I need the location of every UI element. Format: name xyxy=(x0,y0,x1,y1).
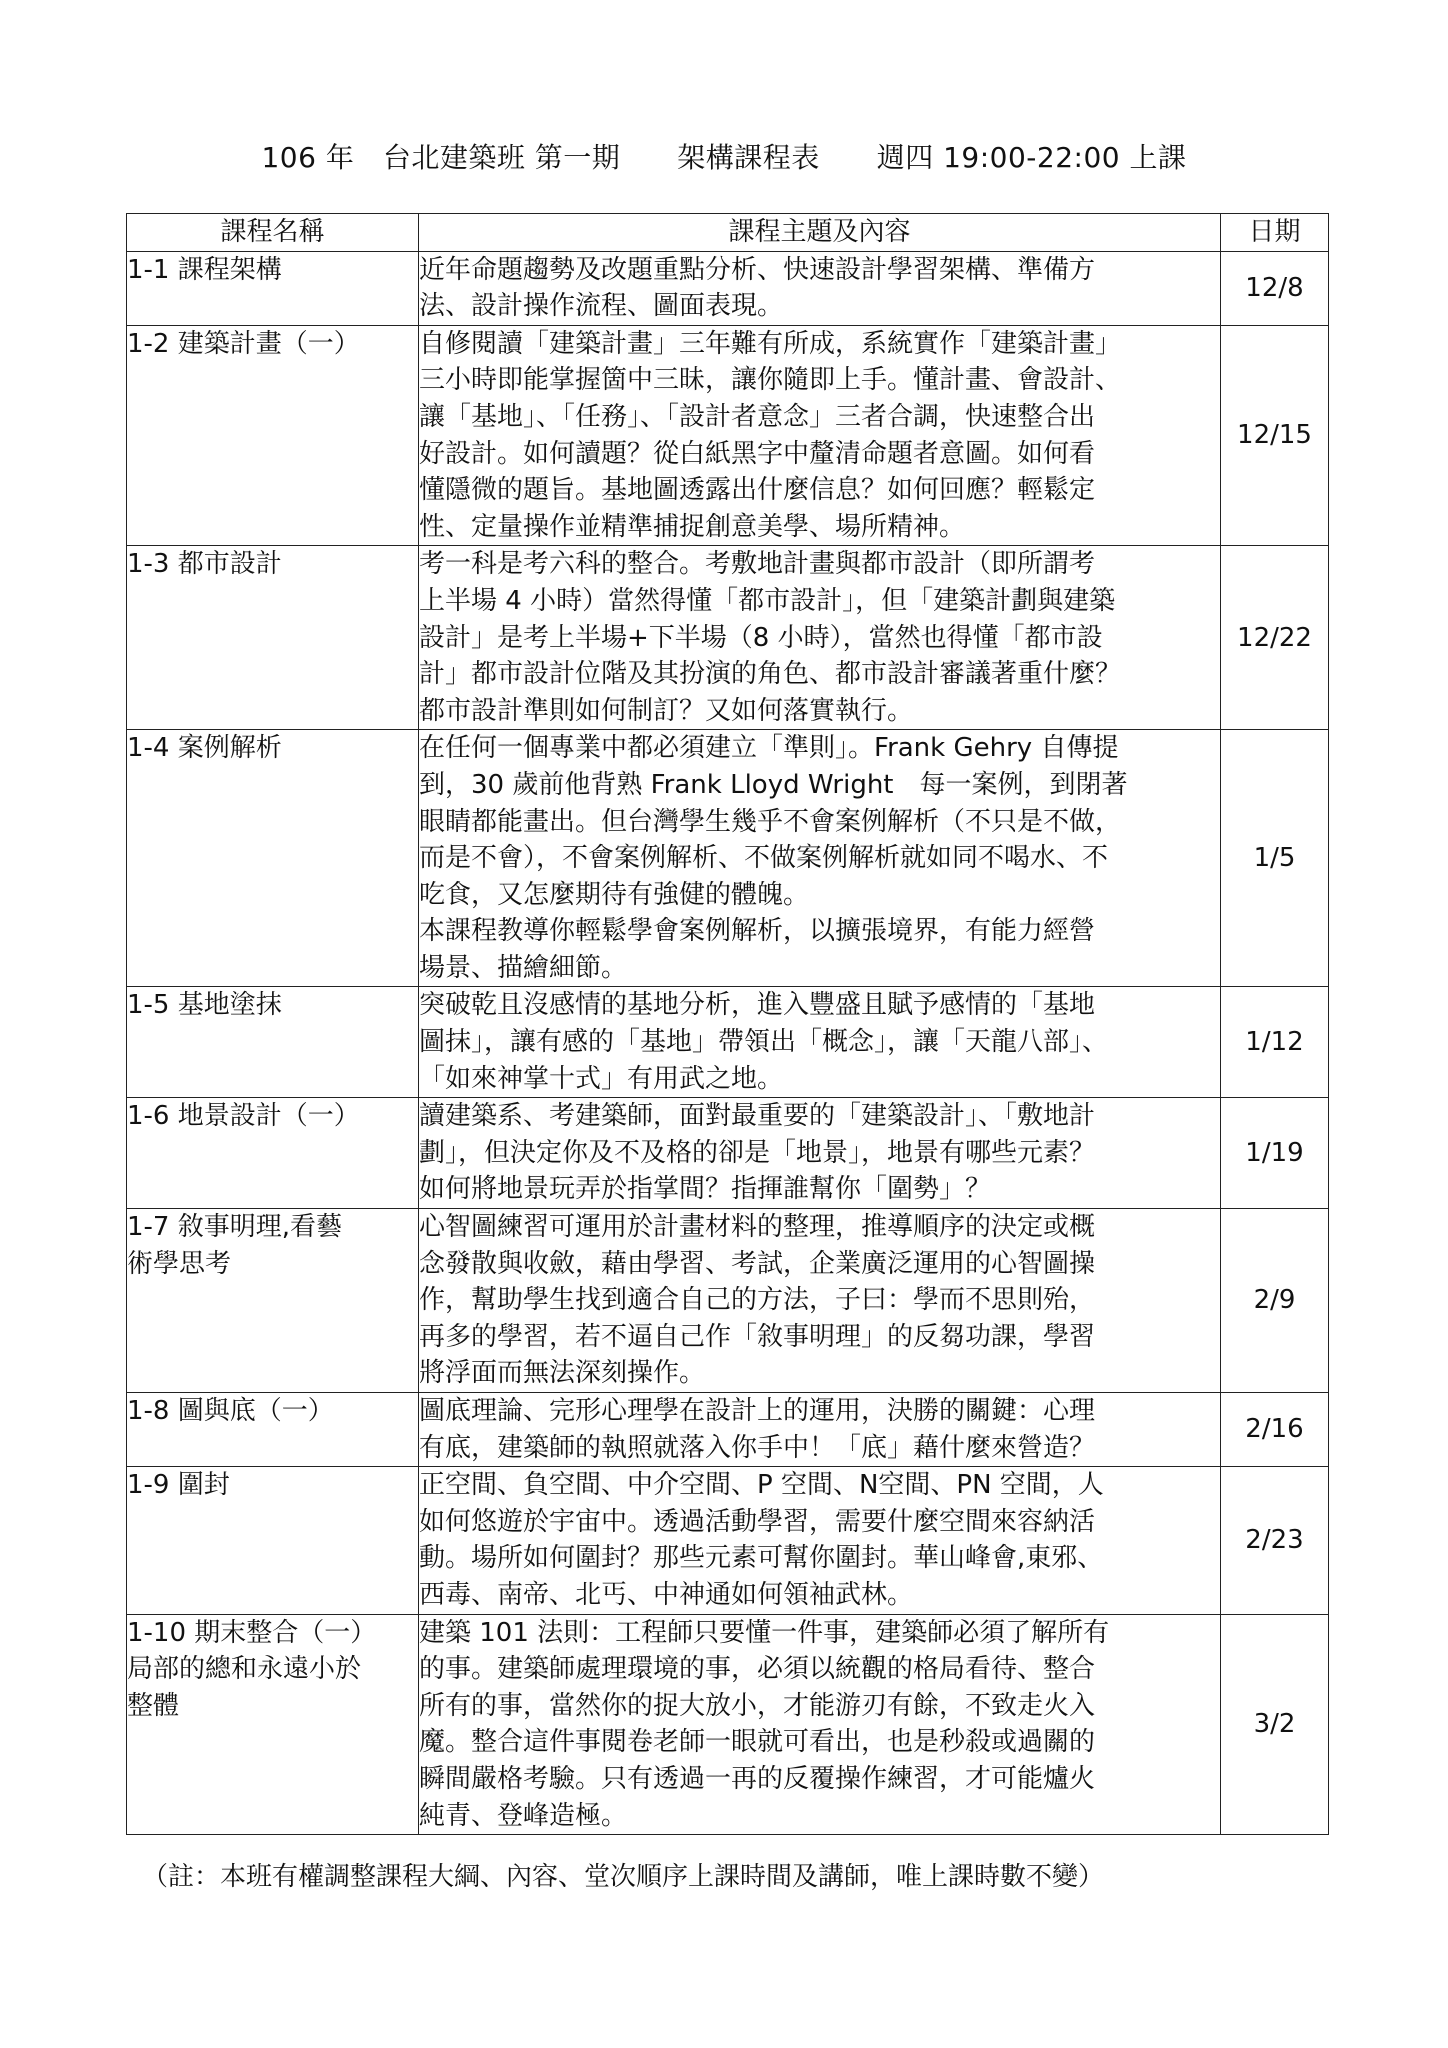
course-content-line: 性、定量操作並精準捕捉創意美學、場所精神。 xyxy=(419,511,966,542)
course-name-cell xyxy=(127,730,419,987)
course-date-cell: 1/12 xyxy=(1221,987,1329,1098)
course-content-line: 純青、登峰造極。 xyxy=(419,1800,628,1831)
table-row xyxy=(127,325,1329,546)
table-row xyxy=(127,1209,1329,1393)
course-content-cell xyxy=(419,251,1221,325)
course-content-line: 近年命題趨勢及改題重點分析、快速設計學習架構、準備方 xyxy=(419,254,1096,285)
table-row xyxy=(127,987,1329,1098)
course-name-cell xyxy=(127,1098,419,1209)
course-content-line: 「如來神掌十式」有用武之地。 xyxy=(419,1063,784,1094)
course-content-cell xyxy=(419,1467,1221,1614)
course-date-cell: 3/2 xyxy=(1221,1614,1329,1835)
course-content-line: 有底，建築師的執照就落入你手中！「底」藉什麼來營造？ xyxy=(419,1432,1096,1463)
course-content-cell xyxy=(419,1098,1221,1209)
course-name-line: 1-4 案例解析 xyxy=(127,733,282,764)
course-name-line: 1-10 期末整合（一） xyxy=(127,1617,377,1648)
course-content-line: 劃」，但決定你及不及格的卻是「地景」，地景有哪些元素？ xyxy=(419,1137,1096,1168)
course-content-line: 好設計。如何讀題？從白紙黑字中釐清命題者意圖。如何看 xyxy=(419,438,1096,469)
course-content-line: 計」都市設計位階及其扮演的角色、都市設計審議著重什麼？ xyxy=(419,659,1122,690)
course-name-line: 1-3 都市設計 xyxy=(127,549,282,580)
course-name-cell xyxy=(127,1393,419,1467)
course-date-cell: 2/16 xyxy=(1221,1393,1329,1467)
table-row xyxy=(127,1393,1329,1467)
course-content-line: 如何悠遊於宇宙中。透過活動學習，需要什麼空間來容納活 xyxy=(419,1506,1096,1537)
course-content-line: 魔。整合這件事閱卷老師一眼就可看出，也是秒殺或過關的 xyxy=(419,1727,1096,1758)
course-date-cell: 1/5 xyxy=(1221,730,1329,987)
footnote: （註：本班有權調整課程大綱、內容、堂次順序上課時間及講師，唯上課時數不變） xyxy=(142,1862,1105,1892)
course-content-line: 眼睛都能畫出。但台灣學生幾乎不會案例解析（不只是不做， xyxy=(419,806,1122,837)
course-content-line: 考一科是考六科的整合。考敷地計畫與都市設計（即所謂考 xyxy=(419,549,1096,580)
course-content-line: 圖抹」，讓有感的「基地」帶領出「概念」，讓「天龍八部」、 xyxy=(419,1027,1109,1058)
course-content-line: 作，幫助學生找到適合自己的方法，子曰：學而不思則殆， xyxy=(419,1285,1096,1316)
table-row xyxy=(127,546,1329,730)
course-name-line: 1-8 圖與底（一） xyxy=(127,1396,334,1426)
course-content-line: 如何將地景玩弄於指掌間？指揮誰幫你「圍勢」？ xyxy=(419,1174,992,1205)
course-name-cell xyxy=(127,1467,419,1614)
course-content-line: 將浮面而無法深刻操作。 xyxy=(419,1358,706,1389)
course-date-cell: 2/23 xyxy=(1221,1467,1329,1614)
course-content-line: 本課程教導你輕鬆學會案例解析，以擴張境界，有能力經營 xyxy=(419,916,1096,947)
course-name-line: 1-9 圍封 xyxy=(127,1470,230,1501)
course-date-cell: 1/19 xyxy=(1221,1098,1329,1209)
course-name-cell xyxy=(127,1614,419,1835)
course-content-cell xyxy=(419,546,1221,730)
course-content-line: 動。場所如何圍封？那些元素可幫你圍封。華山峰會,東邪、 xyxy=(419,1543,1104,1574)
table-row xyxy=(127,1614,1329,1835)
course-content-line: 所有的事，當然你的捉大放小，才能游刃有餘，不致走火入 xyxy=(419,1690,1096,1721)
course-name-cell xyxy=(127,546,419,730)
course-content-cell xyxy=(419,1209,1221,1393)
course-schedule-table xyxy=(126,213,1329,1835)
table-row xyxy=(127,1098,1329,1209)
course-content-line: 突破乾且沒感情的基地分析，進入豐盛且賦予感情的「基地 xyxy=(419,990,1096,1021)
course-name-line: 1-7 敘事明理,看藝 xyxy=(127,1212,342,1243)
table-header-row xyxy=(127,214,1329,252)
course-date-cell: 12/22 xyxy=(1221,546,1329,730)
course-content-line: 自修閱讀「建築計畫」三年難有所成，系統實作「建築計畫」 xyxy=(419,328,1122,359)
course-name-line: 1-6 地景設計（一） xyxy=(127,1101,360,1132)
course-content-line: 心智圖練習可運用於計畫材料的整理，推導順序的決定或概 xyxy=(419,1212,1096,1243)
course-content-line: 設計」是考上半場+下半場（8 小時），當然也得懂「都市設 xyxy=(419,622,1103,653)
course-name-line: 整體 xyxy=(127,1690,180,1721)
header-course-content: 課程主題及內容 xyxy=(419,214,1221,252)
header-date: 日期 xyxy=(1221,214,1329,252)
course-content-cell xyxy=(419,1614,1221,1835)
course-name-line: 術學思考 xyxy=(127,1248,232,1279)
page-title: 106 年 台北建築班 第一期 架構課程表 週四 19:00-22:00 上課 xyxy=(261,141,1187,174)
course-content-line: 西毒、南帝、北丐、中神通如何領袖武林。 xyxy=(419,1579,914,1610)
course-name-cell xyxy=(127,1209,419,1393)
table-row xyxy=(127,1467,1329,1614)
course-name-line: 1-2 建築計畫（一） xyxy=(127,328,360,359)
course-content-line: 正空間、負空間、中介空間、P 空間、N空間、PN 空間，人 xyxy=(419,1470,1104,1501)
table-row xyxy=(127,251,1329,325)
course-content-line: 再多的學習，若不逼自己作「敘事明理」的反芻功課，學習 xyxy=(419,1321,1096,1352)
table-row xyxy=(127,730,1329,987)
course-content-line: 念發散與收斂，藉由學習、考試，企業廣泛運用的心智圖操 xyxy=(419,1248,1096,1279)
course-content-line: 場景、描繪細節。 xyxy=(419,952,628,983)
course-date-cell: 12/15 xyxy=(1221,325,1329,546)
course-date-cell: 12/8 xyxy=(1221,251,1329,325)
course-name-line: 1-5 基地塗抹 xyxy=(127,990,282,1021)
course-content-cell xyxy=(419,987,1221,1098)
course-name-cell xyxy=(127,987,419,1098)
course-content-cell xyxy=(419,1393,1221,1467)
course-content-line: 到，30 歲前他背熟 Frank Lloyd Wright 每一案例，到閉著 xyxy=(419,769,1128,800)
course-content-line: 上半場 4 小時）當然得懂「都市設計」，但「建築計劃與建築 xyxy=(419,585,1116,616)
course-content-cell xyxy=(419,325,1221,546)
course-name-line: 局部的總和永遠小於 xyxy=(127,1654,362,1685)
table-body xyxy=(127,251,1329,1835)
course-content-line: 的事。建築師處理環境的事，必須以統觀的格局看待、整合 xyxy=(419,1654,1096,1685)
course-name-line: 1-1 課程架構 xyxy=(127,254,282,285)
course-content-line: 都市設計準則如何制訂？又如何落實執行。 xyxy=(419,695,914,726)
course-name-cell xyxy=(127,251,419,325)
course-content-line: 讀建築系、考建築師，面對最重要的「建築設計」、「敷地計 xyxy=(419,1101,1096,1132)
course-content-line: 懂隱微的題旨。基地圖透露出什麼信息？如何回應？輕鬆定 xyxy=(419,475,1096,506)
course-content-line: 讓「基地」、「任務」、「設計者意念」三者合調，快速整合出 xyxy=(419,401,1096,432)
header-course-name: 課程名稱 xyxy=(127,214,419,252)
course-content-line: 而是不會），不會案例解析、不做案例解析就如同不喝水、不 xyxy=(419,843,1109,874)
course-content-cell xyxy=(419,730,1221,987)
course-content-line: 三小時即能掌握箇中三昧，讓你隨即上手。懂計畫、會設計、 xyxy=(419,365,1122,396)
course-content-line: 吃食，又怎麼期待有強健的體魄。 xyxy=(419,879,810,910)
course-content-line: 在任何一個專業中都必須建立「準則」。Frank Gehry 自傳提 xyxy=(419,733,1119,764)
course-content-line: 法、設計操作流程、圖面表現。 xyxy=(419,291,784,322)
course-date-cell: 2/9 xyxy=(1221,1209,1329,1393)
course-content-line: 圖底理論、完形心理學在設計上的運用，決勝的關鍵：心理 xyxy=(419,1396,1096,1426)
course-name-cell xyxy=(127,325,419,546)
course-content-line: 瞬間嚴格考驗。只有透過一再的反覆操作練習，才可能爐火 xyxy=(419,1763,1096,1794)
course-content-line: 建築 101 法則：工程師只要懂一件事，建築師必須了解所有 xyxy=(419,1617,1110,1648)
